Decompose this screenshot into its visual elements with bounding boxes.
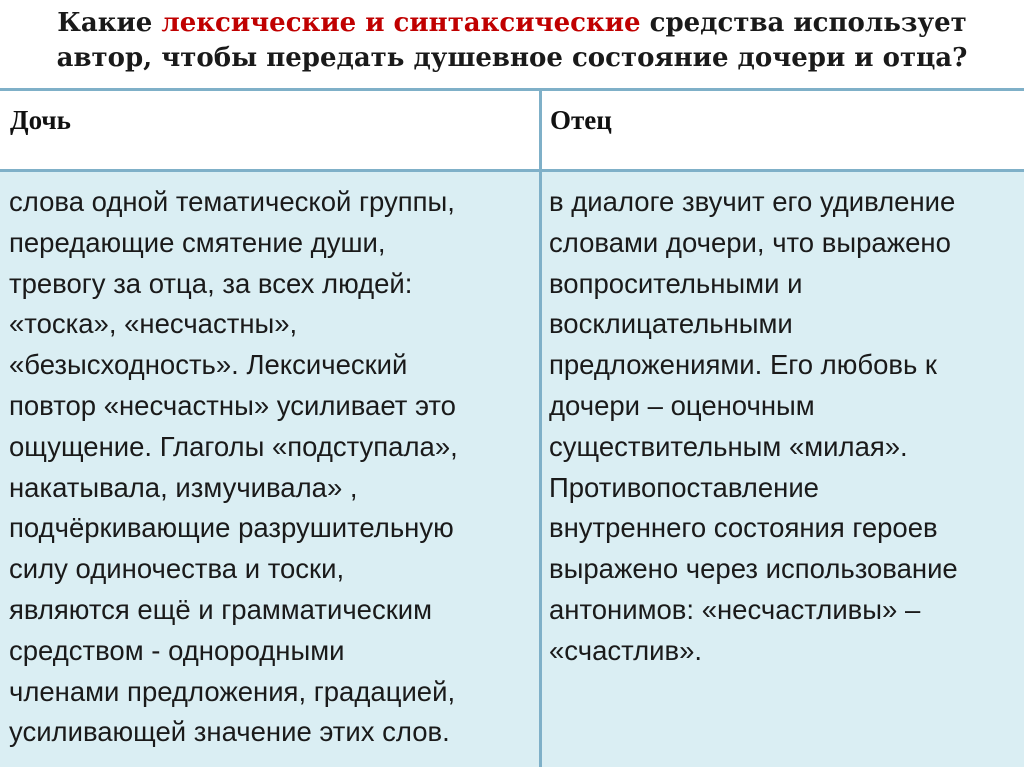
title-text-start: Какие [57,8,162,38]
column-divider [539,91,542,767]
text-line: дочери – оценочным [549,389,815,421]
cell-daughter [0,172,539,767]
text-line: «тоска», «несчастны», [9,308,298,340]
text-line: средством - однородными [9,634,345,666]
text-line: силу одиночества и тоски, [9,553,345,585]
text-line: передающие смятение души, [9,226,386,258]
header-father: Отец [542,91,1024,169]
text-line: слова одной тематической группы, [9,186,455,217]
text-line: внутреннего состояния героев [549,512,938,544]
text-line: усиливающей значение этих слов. [9,716,450,748]
text-line: повтор «несчастны» усиливает это [9,389,456,421]
text-line: предложениями. Его любовь к [549,349,937,381]
cell-father [542,172,1024,767]
text-line: восклицательными [549,308,793,340]
text-line: членами предложения, градацией, [9,675,456,707]
text-line: тревогу за отца, за всех людей: [9,267,413,299]
header-daughter: Дочь [0,91,539,169]
text-line: существительным «милая». [549,430,908,462]
slide-title [6,0,1018,88]
text-line: являются ещё и грамматическим [9,593,433,625]
text-line: подчёркивающие разрушительную [9,512,454,544]
text-line: «безысходность». Лексический [9,349,408,381]
text-line: выражено через использование [549,553,958,585]
title-highlight: лексические и синтаксические [161,8,641,38]
title-line-2: автор, чтобы передать душевное состояние дочери и отца? [56,43,968,73]
text-line: словами дочери, что выражено [549,226,951,258]
text-line: «счастлив». [549,634,703,666]
text-line: накатывала, измучивала» , [9,471,358,503]
text-line: Противопоставление [549,471,819,503]
text-line: в диалоге звучит его удивление [549,186,956,217]
title-text-end: средства использует [640,8,967,38]
text-line: вопросительными и [549,267,803,299]
text-line: антонимов: «несчастливы» – [549,593,921,625]
comparison-table [0,88,1024,767]
text-line: ощущение. Глаголы «подступала», [9,430,458,462]
